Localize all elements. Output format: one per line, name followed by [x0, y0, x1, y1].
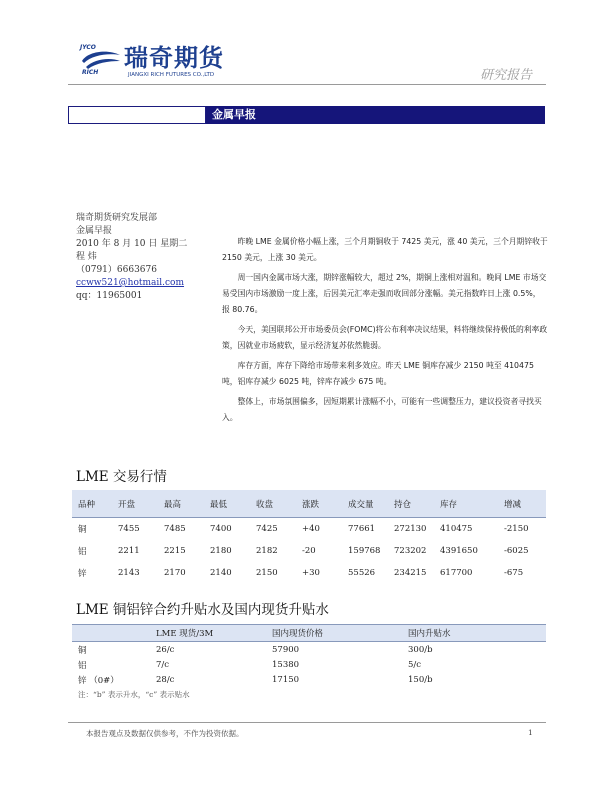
table-cell: 300/b [408, 644, 433, 655]
column-header: 增减 [504, 499, 522, 510]
column-header: 持仓 [394, 499, 412, 510]
table-cell: 2140 [210, 568, 232, 578]
commentary-paragraph: 今天，美国联邦公开市场委员会(FOMC)将公布利率决议结果，料将继续保持极低的利率政策，因就业市场疲软，显示经济复苏依然脆弱。 [222, 325, 548, 350]
table-cell: -675 [504, 568, 524, 578]
logo-english-name: JIANGXI RICH FUTURES CO.,LTD [128, 72, 215, 78]
premium-discount-table [72, 624, 546, 687]
lme-trading-table [72, 490, 546, 584]
section-title-lme-trading: LME 交易行情 [76, 469, 167, 485]
table-cell: 7400 [210, 524, 232, 534]
footer-divider [68, 722, 546, 723]
commentary-paragraph: 周一国内金属市场大涨，期锌涨幅较大，超过 2%，期铜上涨相对温和。晚间 LME 市场交易受国内市场激励一度上涨，后因美元汇率走强而收回部分涨幅。美元指数昨日上涨 0.5%，报 80.76。 [222, 273, 547, 314]
table-cell: 2170 [164, 568, 186, 578]
logo-jyco-text: JYCO [80, 44, 96, 51]
report-name: 金属早报 [76, 226, 113, 236]
table-cell: 159768 [348, 546, 381, 556]
qq-number: qq：11965001 [76, 291, 143, 301]
table-row [72, 562, 546, 584]
column-header: 库存 [440, 499, 458, 510]
table-cell: 7425 [256, 524, 278, 534]
table-row [72, 672, 546, 687]
column-header: 开盘 [118, 499, 136, 510]
table-row [72, 657, 546, 672]
header-divider [68, 84, 546, 85]
table-cell: +40 [302, 524, 320, 534]
table-cell: 2143 [118, 568, 140, 578]
table-cell: 铝 [78, 660, 87, 671]
table-cell: 272130 [394, 524, 427, 534]
table-note: 注：“b” 表示升水，“c” 表示贴水 [78, 690, 190, 699]
table-cell: 2211 [118, 546, 140, 556]
commentary-paragraph: 整体上，市场氛围偏多，因短期累计涨幅不小，可能有一些调整压力，建议投资者寻找买入。 [222, 397, 542, 422]
company-logo [78, 44, 238, 82]
column-header: 最高 [164, 499, 182, 510]
table-cell: 铜 [78, 645, 87, 656]
table-cell: 15380 [272, 659, 300, 670]
report-title: 金属早报 [212, 108, 256, 121]
table-cell: 2215 [164, 546, 186, 556]
table-cell: 17150 [272, 674, 300, 685]
column-header: 涨跌 [302, 499, 320, 510]
column-header: 收盘 [256, 499, 274, 510]
column-header: 成交量 [348, 499, 374, 510]
table-cell: 2150 [256, 568, 278, 578]
table-cell: 150/b [408, 674, 433, 685]
table-cell: 410475 [440, 524, 473, 534]
table-cell: 234215 [394, 568, 427, 578]
table-cell: 铜 [78, 525, 87, 535]
table-cell: 5/c [408, 659, 422, 670]
footer-disclaimer: 本报告观点及数据仅供参考，不作为投资依据。 [86, 729, 244, 738]
report-type-label: 研究报告 [480, 68, 533, 83]
title-bar-fill [206, 106, 545, 124]
table-row [72, 518, 546, 540]
title-bar [68, 106, 545, 124]
table-cell: 57900 [272, 644, 300, 655]
market-commentary [222, 234, 548, 430]
table-cell: 26/c [156, 644, 175, 655]
column-header: 国内现货价格 [272, 629, 324, 639]
table-cell: 723202 [394, 546, 427, 556]
table-cell: 4391650 [440, 546, 478, 556]
table-cell: -2150 [504, 524, 529, 534]
column-header: 最低 [210, 499, 228, 510]
table-cell: 锌 （0#） [78, 675, 119, 686]
table-header [72, 490, 546, 518]
table-cell: 55526 [348, 568, 376, 578]
table-cell: 铝 [78, 547, 87, 557]
column-header: 国内升贴水 [408, 629, 451, 639]
table-cell: 7/c [156, 659, 170, 670]
author-name: 程 炜 [76, 252, 97, 262]
column-header: 品种 [78, 499, 96, 510]
logo-chinese-name: 瑞奇期货 [124, 44, 224, 72]
report-date: 2010 年 8 月 10 日 星期二 [76, 239, 188, 249]
section-title-premium-discount: LME 铜铝锌合约升贴水及国内现货升贴水 [76, 602, 329, 618]
table-cell: -20 [302, 546, 316, 556]
table-cell: 7455 [118, 524, 140, 534]
table-cell: 28/c [156, 674, 175, 685]
table-header [72, 624, 546, 642]
author-info [76, 212, 187, 303]
table-cell: 2182 [256, 546, 278, 556]
commentary-paragraph: 昨晚 LME 金属价格小幅上涨，三个月期铜收于 7425 美元，涨 40 美元，三个月期锌收于 2150 美元，上涨 30 美元。 [222, 237, 548, 262]
table-row [72, 540, 546, 562]
table-row [72, 642, 546, 657]
table-cell: -6025 [504, 546, 529, 556]
department: 瑞奇期货研究发展部 [76, 213, 158, 223]
email-link[interactable]: ccww521@hotmail.com [76, 278, 185, 288]
title-bar-left-box [68, 106, 206, 124]
logo-rich-text: RICH [82, 69, 99, 76]
phone-number: （0791）6663676 [76, 265, 157, 275]
table-cell: 7485 [164, 524, 186, 534]
table-cell: 锌 [78, 569, 87, 579]
table-cell: +30 [302, 568, 320, 578]
page-number: 1 [528, 728, 533, 737]
table-cell: 617700 [440, 568, 473, 578]
column-header: LME 现货/3M [156, 629, 214, 639]
table-cell: 77661 [348, 524, 376, 534]
commentary-paragraph: 库存方面，库存下降给市场带来利多效应。昨天 LME 铜库存减少 2150 吨至 410475 吨，铝库存减少 6025 吨，锌库存减少 675 吨。 [222, 361, 534, 386]
table-cell: 2180 [210, 546, 232, 556]
